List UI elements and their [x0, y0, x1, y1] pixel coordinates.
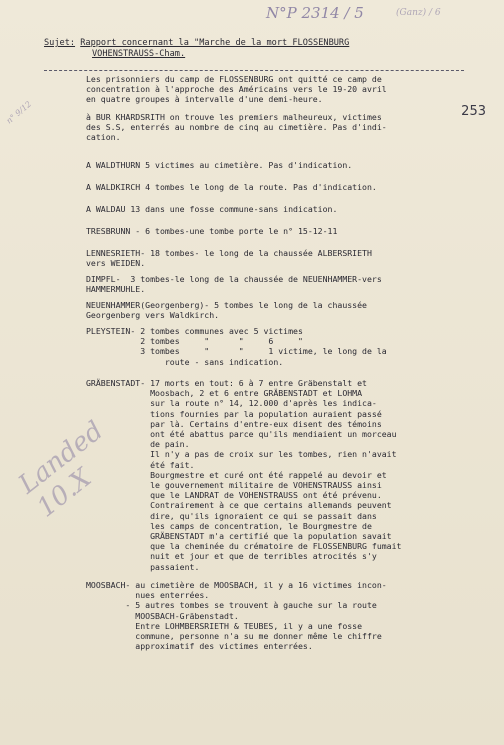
paragraph-grafenstadt: GRÄBENSTADT- 17 morts en tout: 6 à 7 entre Gräbenstalt et Moosbach, 2 et 6 entre GRÄBENSTADT et LOHMA sur la route n° 14, 12.000 d'après les indica- tions fournies par la population auraient passé par là. Certains d'entre-eux disent des témoins ont été abattus parce qu'ils mendiaient un morceau de pain. Il n'y a pas de croix sur les tombes, rien n'avait été fait. Bourgmestre et curé ont été rappelé au devoir et le gouvernement militaire de VOHENSTRAUSS ainsi que le LANDRAT de VOHENSTRAUSS ont été prévenu. Contrairement à ce que certains allemands peuvent dire, qu'ils ignoraient ce qui se passait dans les camps de concentration, le Bourgmestre de GRÄBENSTADT m'a certifié que la population savait que la cheminée du crématoire de FLOSSENBURG fumait nuit et jour et que de terribles atrocités s'y passaient.	[86, 378, 402, 572]
paragraph-waldthurn: A WALDTHURN 5 victimes au cimetière. Pas d'indication.	[86, 160, 353, 170]
subject-title-cont: VOHENSTRAUSS-Cham.	[92, 49, 186, 59]
paragraph-tresbrunn: TRESBRUNN - 6 tombes-une tombe porte le n° 15-12-11	[86, 226, 338, 236]
paragraph-waldau: A WALDAU 13 dans une fosse commune-sans indication.	[86, 204, 338, 214]
subject-line	[44, 38, 444, 60]
paragraph-pleystein: PLEYSTEIN- 2 tombes communes avec 5 victimes 2 tombes " " 6 " 3 tombes " " 1 victime, le long de la route - sans indication.	[86, 326, 387, 367]
paragraph-intro: Les prisonniers du camp de FLOSSENBURG ont quitté ce camp de concentration à l'approche des Américains vers le 19-20 avril en quatre groupes à intervalle d'une demi-heure.	[86, 74, 387, 105]
page-number: 253	[461, 104, 486, 119]
paragraph-neuenhammer: NEUENHAMMER(Georgenberg)- 5 tombes le long de la chaussée Georgenberg vers Waldkirch.	[86, 300, 367, 321]
handwritten-top-right: (Ganz) / 6	[396, 8, 441, 18]
handwritten-margin-signature: Landed 10.X	[13, 415, 110, 524]
subject-label: Sujet:	[44, 38, 76, 48]
divider	[44, 70, 464, 71]
paragraph-moosbach: MOOSBACH- au cimetière de MOOSBACH, il y a 16 victimes incon- nues enterrées. - 5 autres tombes se trouvent à gauche sur la route MOOSBACH-Gräbenstadt. Entre LOHMBERSRIETH & TEUBES, il y a une fosse commune, personne n'a su me donner même le chiffre approximatif des victimes enterrées.	[86, 580, 387, 652]
paragraph-dimpfl: DIMPFL- 3 tombes-le long de la chaussée de NEUENHAMMER-vers HAMMERMUHLE.	[86, 274, 382, 295]
paragraph-burkhardsrith: à BUR KHARDSRITH on trouve les premiers malheureux, victimes des S.S, enterrés au nombre de cinq au cimetière. Pas d'indi- cation.	[86, 112, 387, 143]
paragraph-waldkirch: A WALDKIRCH 4 tombes le long de la route. Pas d'indication.	[86, 182, 377, 192]
handwritten-margin-note: n° 9/12	[4, 99, 34, 126]
subject-title: Rapport concernant la "Marche de la mort FLOSSENBURG	[80, 38, 350, 48]
handwritten-reference: N°P 2314 / 5	[266, 4, 364, 22]
paragraph-lennesrieth: LENNESRIETH- 18 tombes- le long de la chaussée ALBERSRIETH vers WEIDEN.	[86, 248, 372, 269]
